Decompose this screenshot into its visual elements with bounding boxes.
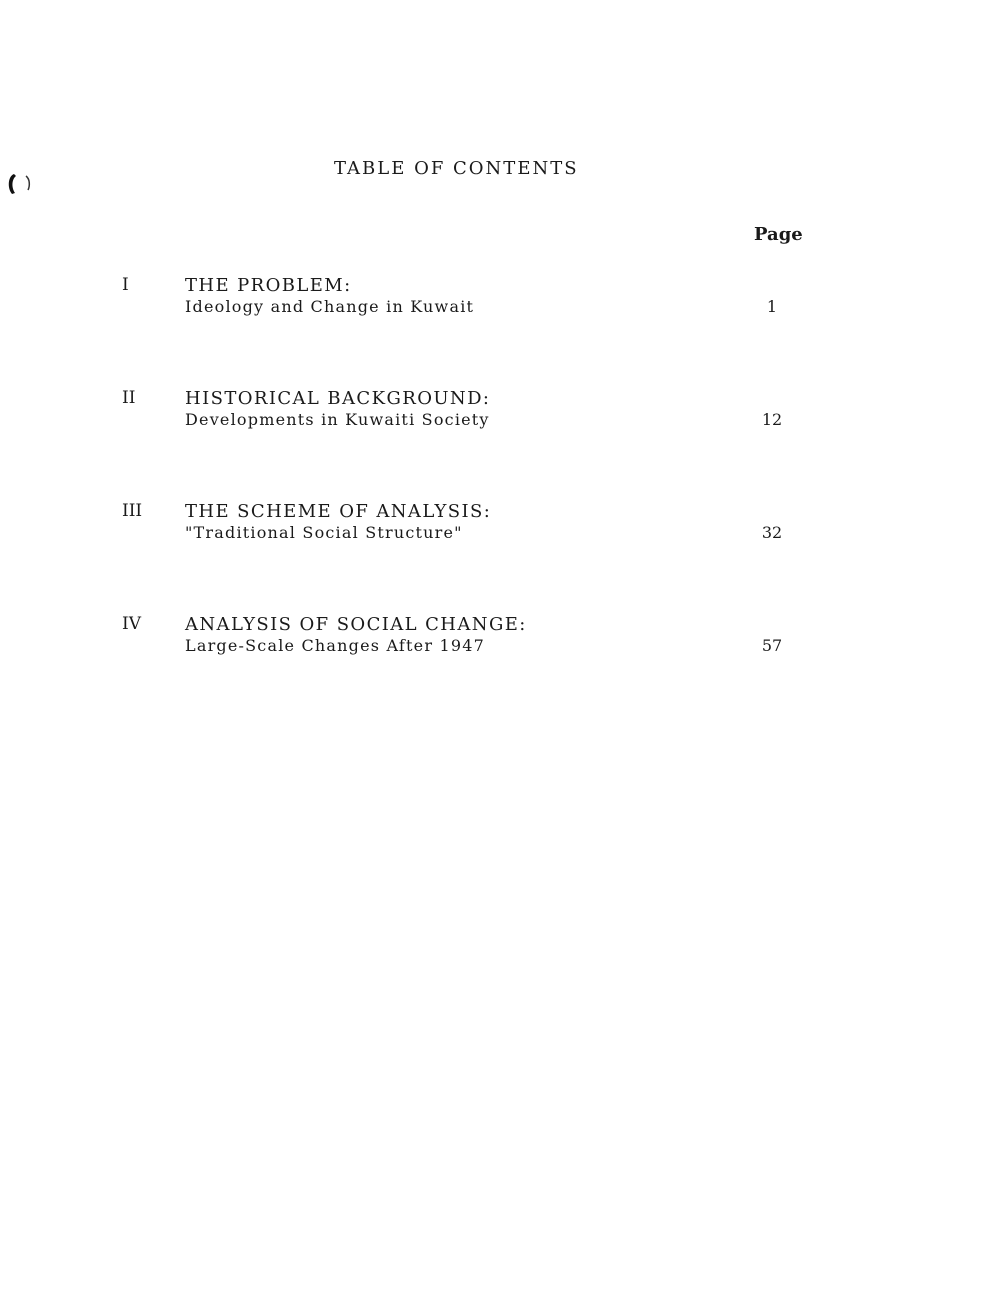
chapter-heading: THE PROBLEM:: [185, 275, 352, 296]
toc-entry: [0, 614, 1000, 674]
chapter-numeral: III: [122, 501, 143, 521]
chapter-heading: THE SCHEME OF ANALYSIS:: [185, 501, 492, 522]
chapter-subtitle: Large-Scale Changes After 1947: [185, 636, 486, 655]
page-column-header: Page: [754, 224, 803, 245]
toc-entry: [0, 275, 1000, 335]
chapter-page-number: 32: [761, 523, 783, 542]
chapter-page-number: 1: [766, 297, 778, 316]
binding-hole-mark: [2, 170, 36, 196]
chapter-numeral: IV: [122, 614, 141, 634]
chapter-page-number: 57: [761, 636, 783, 655]
chapter-subtitle: "Traditional Social Structure": [185, 523, 463, 542]
chapter-heading: HISTORICAL BACKGROUND:: [185, 388, 491, 409]
chapter-numeral: I: [122, 275, 129, 295]
toc-entry: [0, 501, 1000, 561]
chapter-heading: ANALYSIS OF SOCIAL CHANGE:: [185, 614, 527, 635]
chapter-subtitle: Ideology and Change in Kuwait: [185, 297, 475, 316]
chapter-numeral: II: [122, 388, 136, 408]
toc-title: TABLE OF CONTENTS: [334, 158, 579, 179]
chapter-subtitle: Developments in Kuwaiti Society: [185, 410, 490, 429]
toc-entry: [0, 388, 1000, 448]
chapter-page-number: 12: [761, 410, 783, 429]
